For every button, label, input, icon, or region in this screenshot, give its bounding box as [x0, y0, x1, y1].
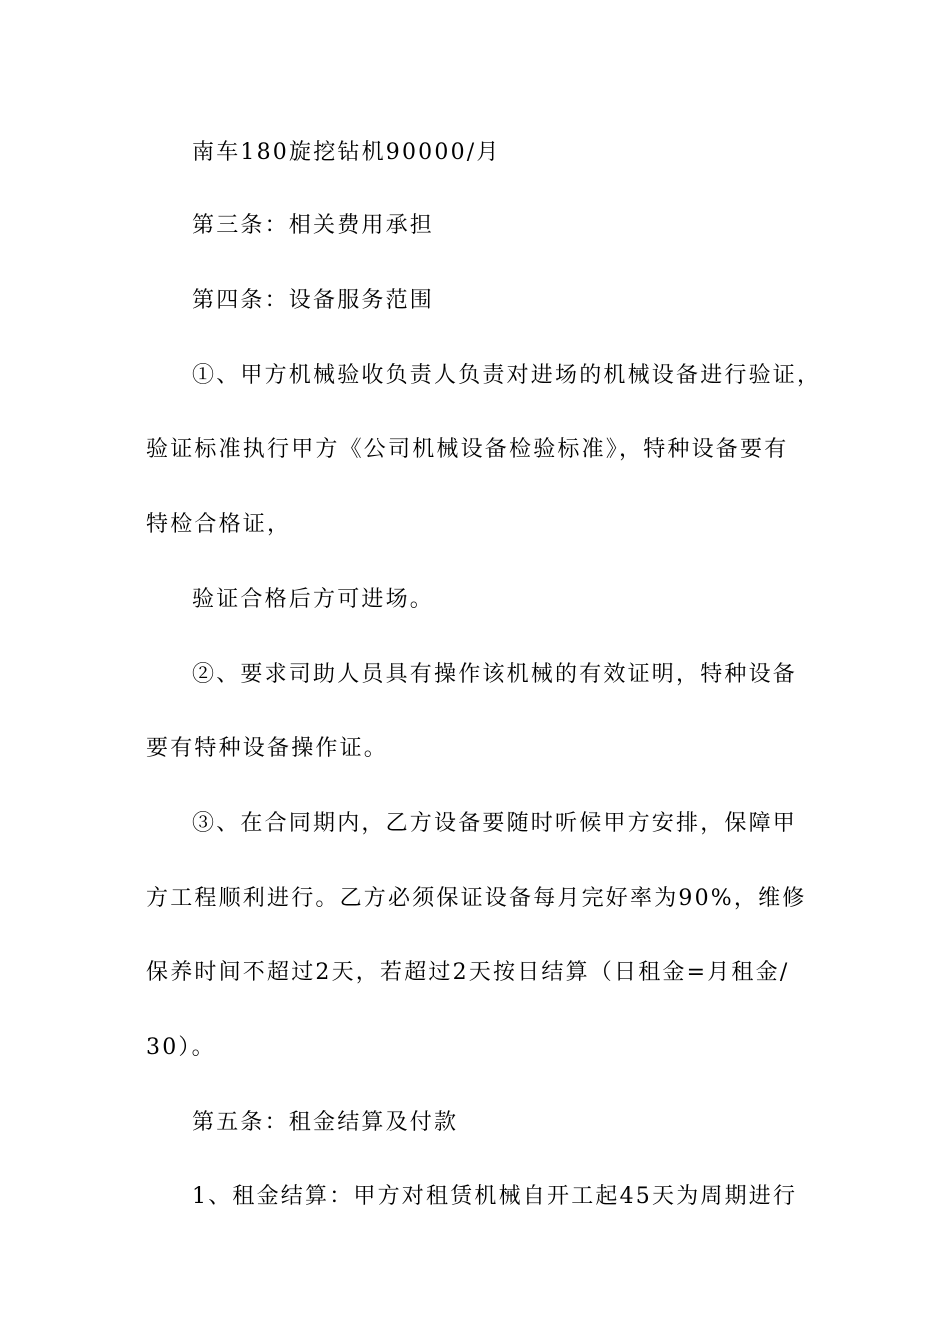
clause-1-line-4: 验证合格后方可进场。 — [192, 587, 435, 612]
clause-3-line-4: 30）。 — [146, 1035, 216, 1060]
clause-1-line-3: 特检合格证， — [146, 512, 292, 537]
clause-2-line-1: ②、要求司助人员具有操作该机械的有效证明，特种设备 — [192, 662, 798, 687]
clause-1-line-1: ①、甲方机械验收负责人负责对进场的机械设备进行验证， — [192, 363, 822, 388]
clause-1-line-2: 验证标准执行甲方《公司机械设备检验标准》，特种设备要有 — [146, 437, 789, 462]
clause-2-line-2: 要有特种设备操作证。 — [146, 736, 389, 761]
rental-price-line: 南车180旋挖钻机90000/月 — [192, 140, 501, 165]
rent-settlement-line: 1、租金结算：甲方对租赁机械自开工起45天为周期进行 — [192, 1184, 798, 1209]
clause-3-line-2: 方工程顺利进行。乙方必须保证设备每月完好率为90%，维修 — [146, 886, 807, 911]
article-four-heading: 第四条：设备服务范围 — [192, 288, 435, 313]
article-five-heading: 第五条：租金结算及付款 — [192, 1110, 459, 1135]
clause-3-line-3: 保养时间不超过2天，若超过2天按日结算（日租金=月租金/ — [146, 960, 790, 985]
clause-3-line-1: ③、在合同期内，乙方设备要随时听候甲方安排，保障甲 — [192, 811, 798, 836]
article-three-heading: 第三条：相关费用承担 — [192, 213, 435, 238]
